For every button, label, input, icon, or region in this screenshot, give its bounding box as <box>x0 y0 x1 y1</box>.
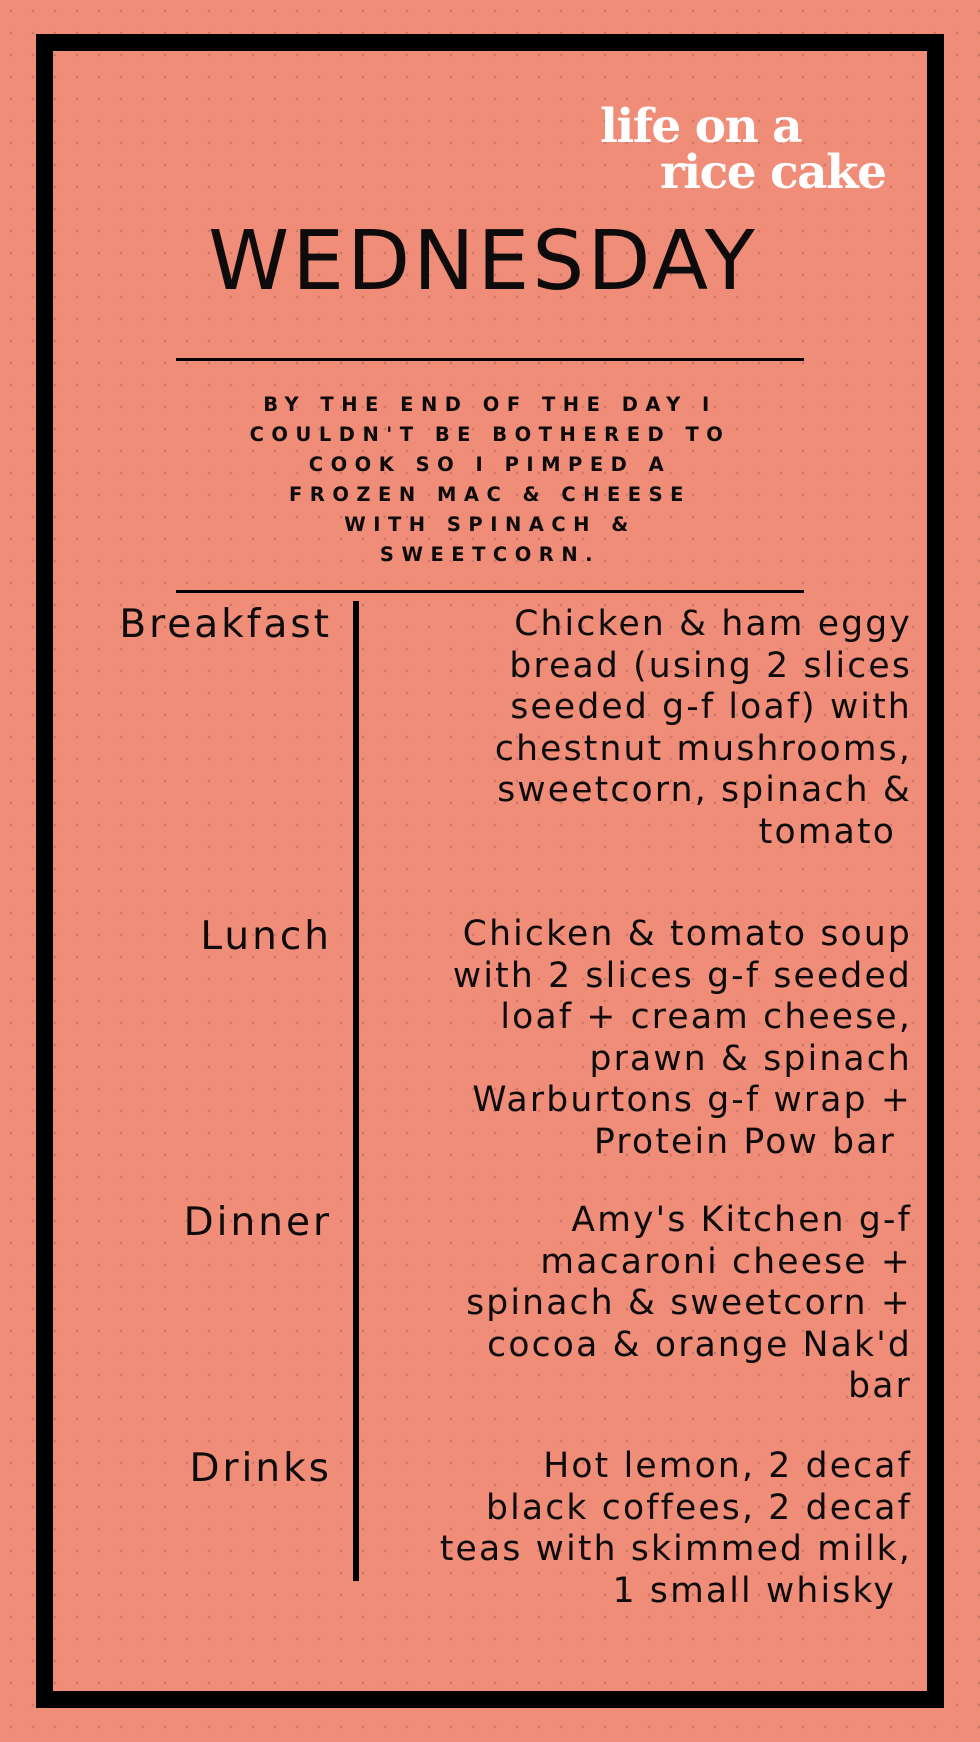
meal-label-lunch: Lunch <box>200 914 332 959</box>
meal-line: Amy's Kitchen g-f <box>571 1200 912 1240</box>
meal-line: sweetcorn, spinach & <box>497 770 912 810</box>
meal-line: chestnut mushrooms, <box>494 728 912 769</box>
meal-line: spinach & sweetcorn + <box>466 1283 912 1323</box>
meal-content-drinks <box>400 1446 912 1612</box>
meal-line: cocoa & orange Nak'd <box>487 1324 912 1365</box>
brand-line-1: life on a <box>600 99 802 154</box>
intro-line: BY THE END OF THE DAY I <box>263 393 717 416</box>
meal-line: tomato <box>758 811 896 852</box>
column-divider <box>353 601 359 1581</box>
meal-line: macaroni cheese + <box>540 1241 912 1282</box>
meal-line: Protein Pow bar <box>594 1121 896 1162</box>
meal-line: seeded g-f loaf) with <box>510 687 912 727</box>
meal-line: loaf + cream cheese, <box>500 997 912 1037</box>
meal-line: Warburtons g-f wrap + <box>472 1080 912 1120</box>
intro-text <box>222 390 758 570</box>
intro-line: SWEETCORN. <box>379 543 601 566</box>
meal-line: black coffees, 2 decaf <box>486 1487 912 1528</box>
brand-logo <box>600 99 910 200</box>
divider-top <box>176 358 804 361</box>
meal-content-lunch <box>400 914 912 1163</box>
meal-line: bread (using 2 slices <box>509 645 912 686</box>
meal-line: Chicken & tomato soup <box>462 914 912 954</box>
meal-line: teas with skimmed milk, <box>439 1529 912 1569</box>
meal-label-dinner: Dinner <box>183 1200 332 1245</box>
brand-line-2: rice cake <box>660 145 886 200</box>
intro-line: WITH SPINACH & <box>344 513 636 536</box>
meal-line: Hot lemon, 2 decaf <box>543 1446 912 1486</box>
meal-line: prawn & spinach <box>589 1038 912 1079</box>
divider-bottom <box>176 590 804 593</box>
meal-line: with 2 slices g-f seeded <box>452 955 912 996</box>
intro-line: COULDN'T BE BOTHERED TO <box>249 423 731 446</box>
meal-content-dinner <box>400 1200 912 1408</box>
meal-label-drinks: Drinks <box>189 1446 332 1491</box>
meal-line: bar <box>848 1366 912 1406</box>
meal-line: Chicken & ham eggy <box>514 604 912 644</box>
intro-line: COOK SO I PIMPED A <box>308 453 672 476</box>
page-title: WEDNESDAY <box>208 214 758 309</box>
meal-label-breakfast: Breakfast <box>119 602 332 647</box>
meal-content-breakfast <box>400 604 912 853</box>
meal-line: 1 small whisky <box>612 1570 896 1611</box>
intro-line: FROZEN MAC & CHEESE <box>288 483 691 506</box>
